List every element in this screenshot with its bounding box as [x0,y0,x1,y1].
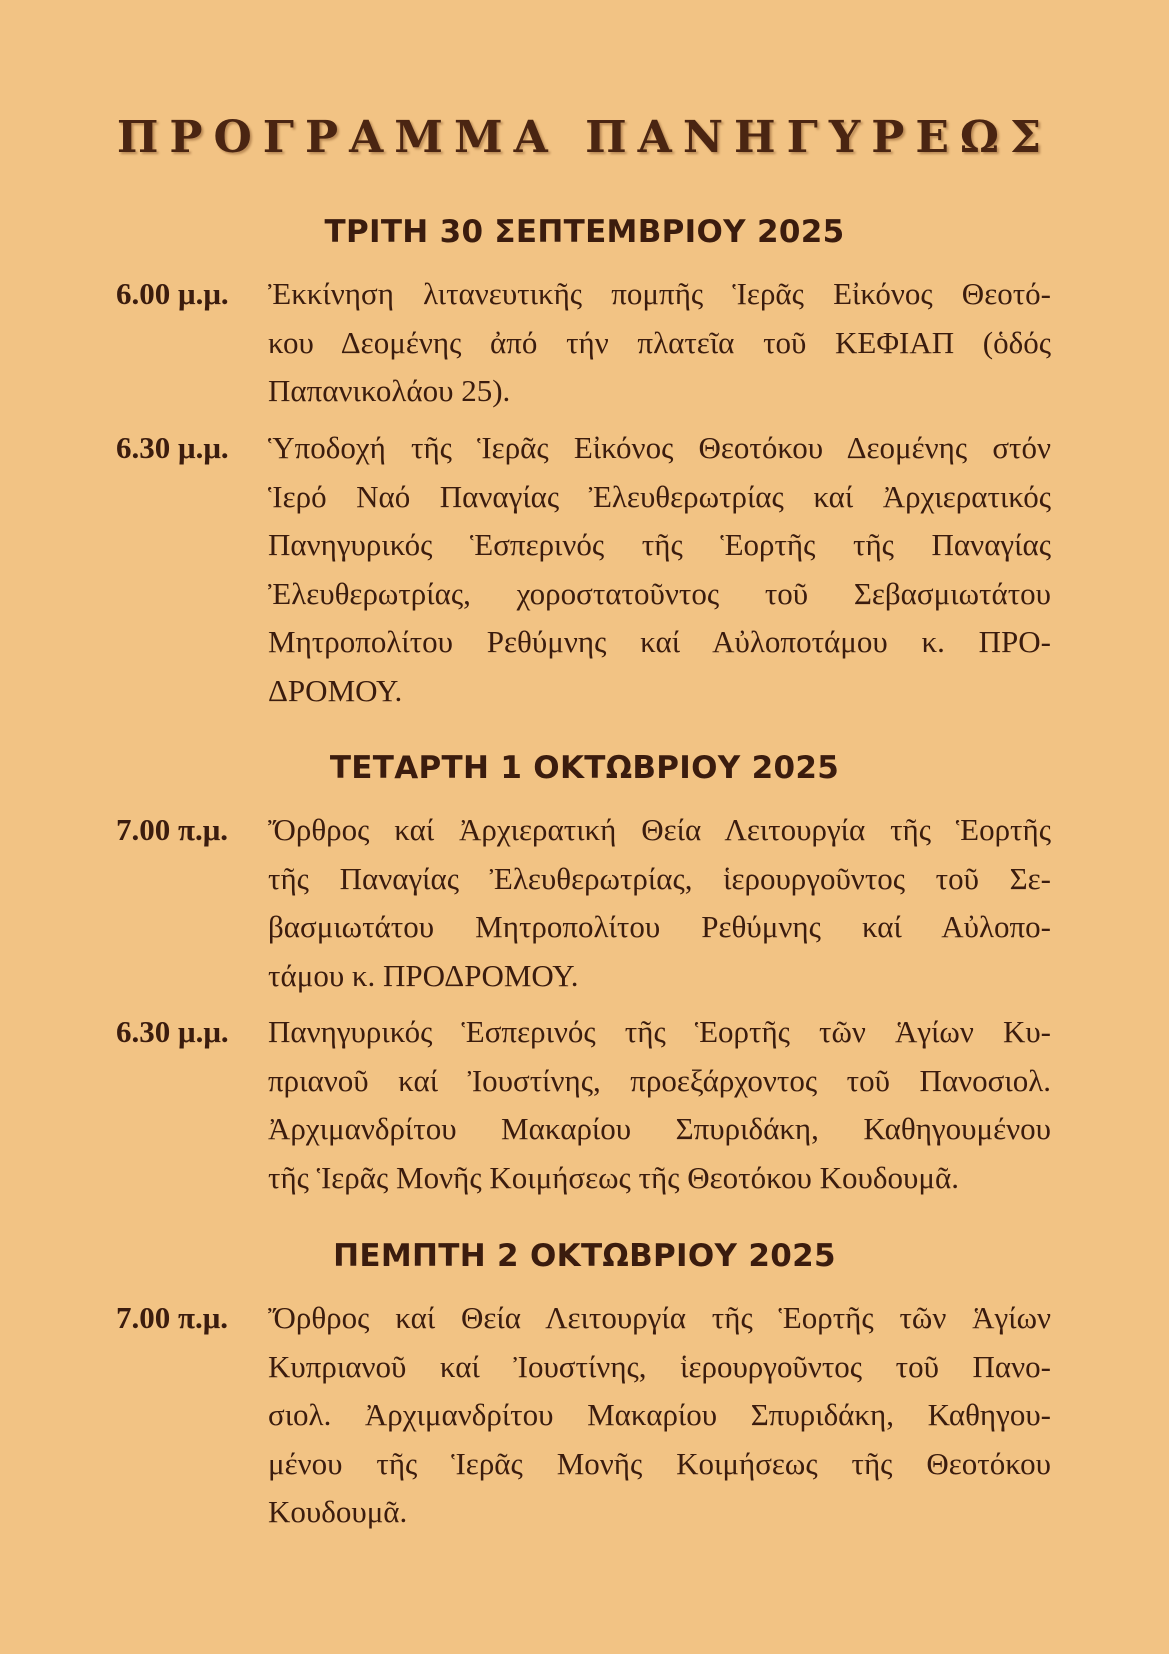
entry-line: Κυπριανοῦ καί Ἰουστίνης, ἱερουργοῦντος τοῦ Πανο- [268,1348,1051,1384]
entry-line: Κουδουμᾶ. [268,1494,408,1529]
entry-line: Ἐλευθερωτρίας, χοροστατοῦντος τοῦ Σεβασμιωτάτου [268,575,1051,611]
entry-time: 7.00 π.μ. [116,812,229,847]
entry-line: τάμου κ. ΠΡΟΔΡΟΜΟΥ. [268,957,579,993]
entry-line: πριανοῦ καί Ἰουστίνης, προεξάρχοντος τοῦ Πανοσιολ. [268,1062,1051,1098]
entry-line: Ὄρθρος καί Ἀρχιερατική Θεία Λειτουργία τῆς Ἑορτῆς [268,812,1051,847]
entry-description [268,806,1051,1000]
entry-line: βασμιωτάτου Μητροπολίτου Ρεθύμνης καί Αὐλοπο- [268,909,1051,944]
entry-line: τῆς Παναγίας Ἐλευθερωτρίας, ἱερουργοῦντος τοῦ Σε- [268,860,1051,896]
entry-line: Ἱερό Ναό Παναγίας Ἐλευθερωτρίας καί Ἀρχιερατικός [268,478,1051,514]
entry-line: Ἐκκίνηση λιτανευτικῆς πομπῆς Ἱερᾶς Εἰκόνος Θεοτό- [268,276,1051,311]
entry-line: Ἀρχιμανδρίτου Μακαρίου Σπυριδάκη, Καθηγουμένου [268,1111,1051,1146]
day-heading: ΠΕΜΠΤΗ 2 ΟΚΤΩΒΡΙΟΥ 2025 [333,1238,836,1274]
entry-line: Πανηγυρικός Ἑσπερινός τῆς Ἑορτῆς τῶν Ἁγίων Κυ- [268,1014,1051,1049]
entry-line: ΔΡΟΜΟΥ. [268,672,403,708]
entry-line: Ὑποδοχή τῆς Ἱερᾶς Εἰκόνος Θεοτόκου Δεομένης στόν [268,430,1051,465]
day-heading: ΤΕΤΑΡΤΗ 1 ΟΚΤΩΒΡΙΟΥ 2025 [329,750,840,786]
entry-description [268,424,1051,715]
page-title: ΠΡΟΓΡΑΜΜΑ ΠΑΝΗΓΥΡΕΩΣ [116,112,1053,163]
entry-line: Μητροπολίτου Ρεθύμνης καί Αὐλοποτάμου κ. ΠΡΟ- [268,624,1051,659]
entry-line: σιολ. Ἀρχιμανδρίτου Μακαρίου Σπυριδάκη, Καθηγου- [268,1397,1051,1432]
entry-time: 6.30 μ.μ. [116,430,229,465]
entry-line: Ὄρθρος καί Θεία Λειτουργία τῆς Ἑορτῆς τῶν Ἁγίων [268,1300,1051,1335]
entry-line: Πανηγυρικός Ἑσπερινός τῆς Ἑορτῆς τῆς Παναγίας [268,527,1051,562]
day-heading: ΤΡΙΤΗ 30 ΣΕΠΤΕΜΒΡΙΟΥ 2025 [324,214,845,250]
entry-line: τῆς Ἱερᾶς Μονῆς Κοιμήσεως τῆς Θεοτόκου Κουδουμᾶ. [268,1159,959,1195]
entry-time: 6.30 μ.μ. [116,1014,229,1049]
entry-time: 7.00 π.μ. [116,1300,229,1335]
entry-description [268,270,1051,416]
entry-time: 6.00 μ.μ. [116,276,229,311]
entry-description [268,1294,1051,1537]
entry-description [268,1008,1051,1202]
entry-line: κου Δεομένης ἀπό τήν πλατεῖα τοῦ ΚΕΦΙΑΠ (ὁδός [268,324,1051,360]
entry-line: μένου τῆς Ἱερᾶς Μονῆς Κοιμήσεως τῆς Θεοτόκου [268,1445,1051,1481]
entry-line: Παπανικολάου 25). [268,373,511,408]
